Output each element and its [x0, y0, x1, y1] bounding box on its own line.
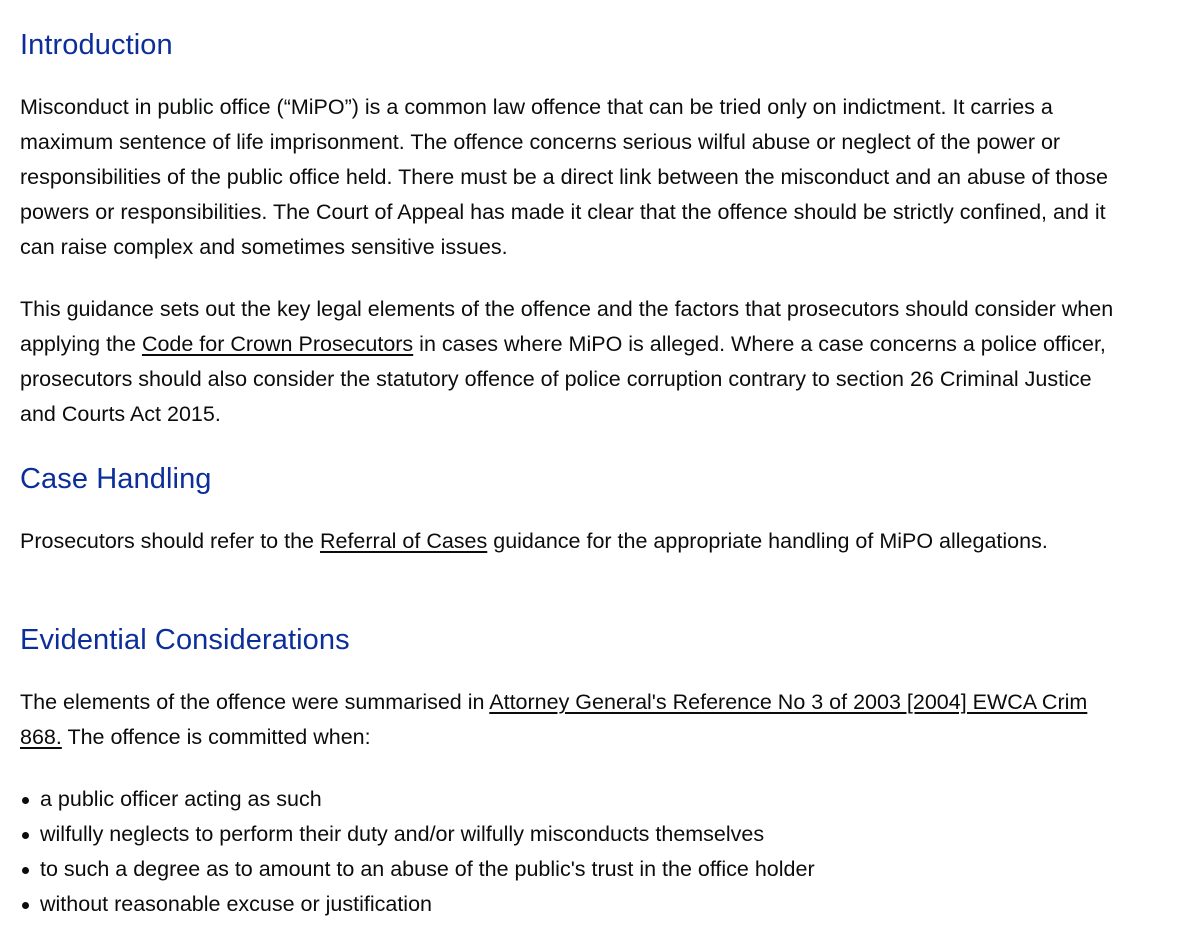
- list-item: to such a degree as to amount to an abuse of the public's trust in the office holder: [20, 852, 815, 887]
- referral-of-cases-link[interactable]: Referral of Cases: [319, 529, 488, 553]
- evidential-considerations-heading: Evidential Considerations: [20, 624, 350, 656]
- introduction-paragraph-1: Misconduct in public office (“MiPO”) is a common law offence that can be tried only on indictment. It carries a maximum sentence of life imprisonment. The offence concerns serious wilful abuse or neglect of the power or responsibilities of the public office held. There must be a direct link between the misconduct and an abuse of those powers or responsibilities. The Court of Appeal has made it clear that the offence should be strictly confined, and it can raise complex and sometimes sensitive issues.: [20, 95, 1108, 259]
- introduction-paragraph-2-text-after: in cases where MiPO is alleged. Where a case concerns a police officer, prosecutors should also consider the statutory offence of police corruption contrary to section 26 Criminal Justice and Courts Act 2015.: [20, 332, 1106, 426]
- introduction-paragraph-2: [20, 292, 1120, 432]
- case-handling-text-after: guidance for the appropriate handling of MiPO allegations.: [487, 529, 1048, 553]
- introduction-paragraph-2-text-before: This guidance sets out the key legal elements of the offence and the factors that prosecutors should consider when applying the: [20, 297, 1114, 356]
- list-item: a public officer acting as such: [20, 782, 815, 817]
- case-handling-paragraph: [20, 524, 1120, 559]
- case-handling-text-before: Prosecutors should refer to the: [20, 529, 320, 553]
- offence-elements-list: [20, 782, 815, 922]
- evidential-text-after: The offence is committed when:: [61, 725, 371, 749]
- code-for-crown-prosecutors-link[interactable]: Code for Crown Prosecutors: [141, 332, 414, 356]
- introduction-heading: Introduction: [20, 29, 173, 61]
- list-item: wilfully neglects to perform their duty and/or wilfully misconducts themselves: [20, 817, 815, 852]
- evidential-paragraph: [20, 685, 1120, 755]
- case-handling-heading: Case Handling: [20, 463, 212, 495]
- list-item: without reasonable excuse or justification: [20, 887, 815, 922]
- evidential-text-before: The elements of the offence were summarised in: [20, 690, 490, 714]
- attorney-generals-reference-link[interactable]: Attorney General's Reference No 3 of 2003 [2004] EWCA Crim 868.: [20, 690, 1088, 749]
